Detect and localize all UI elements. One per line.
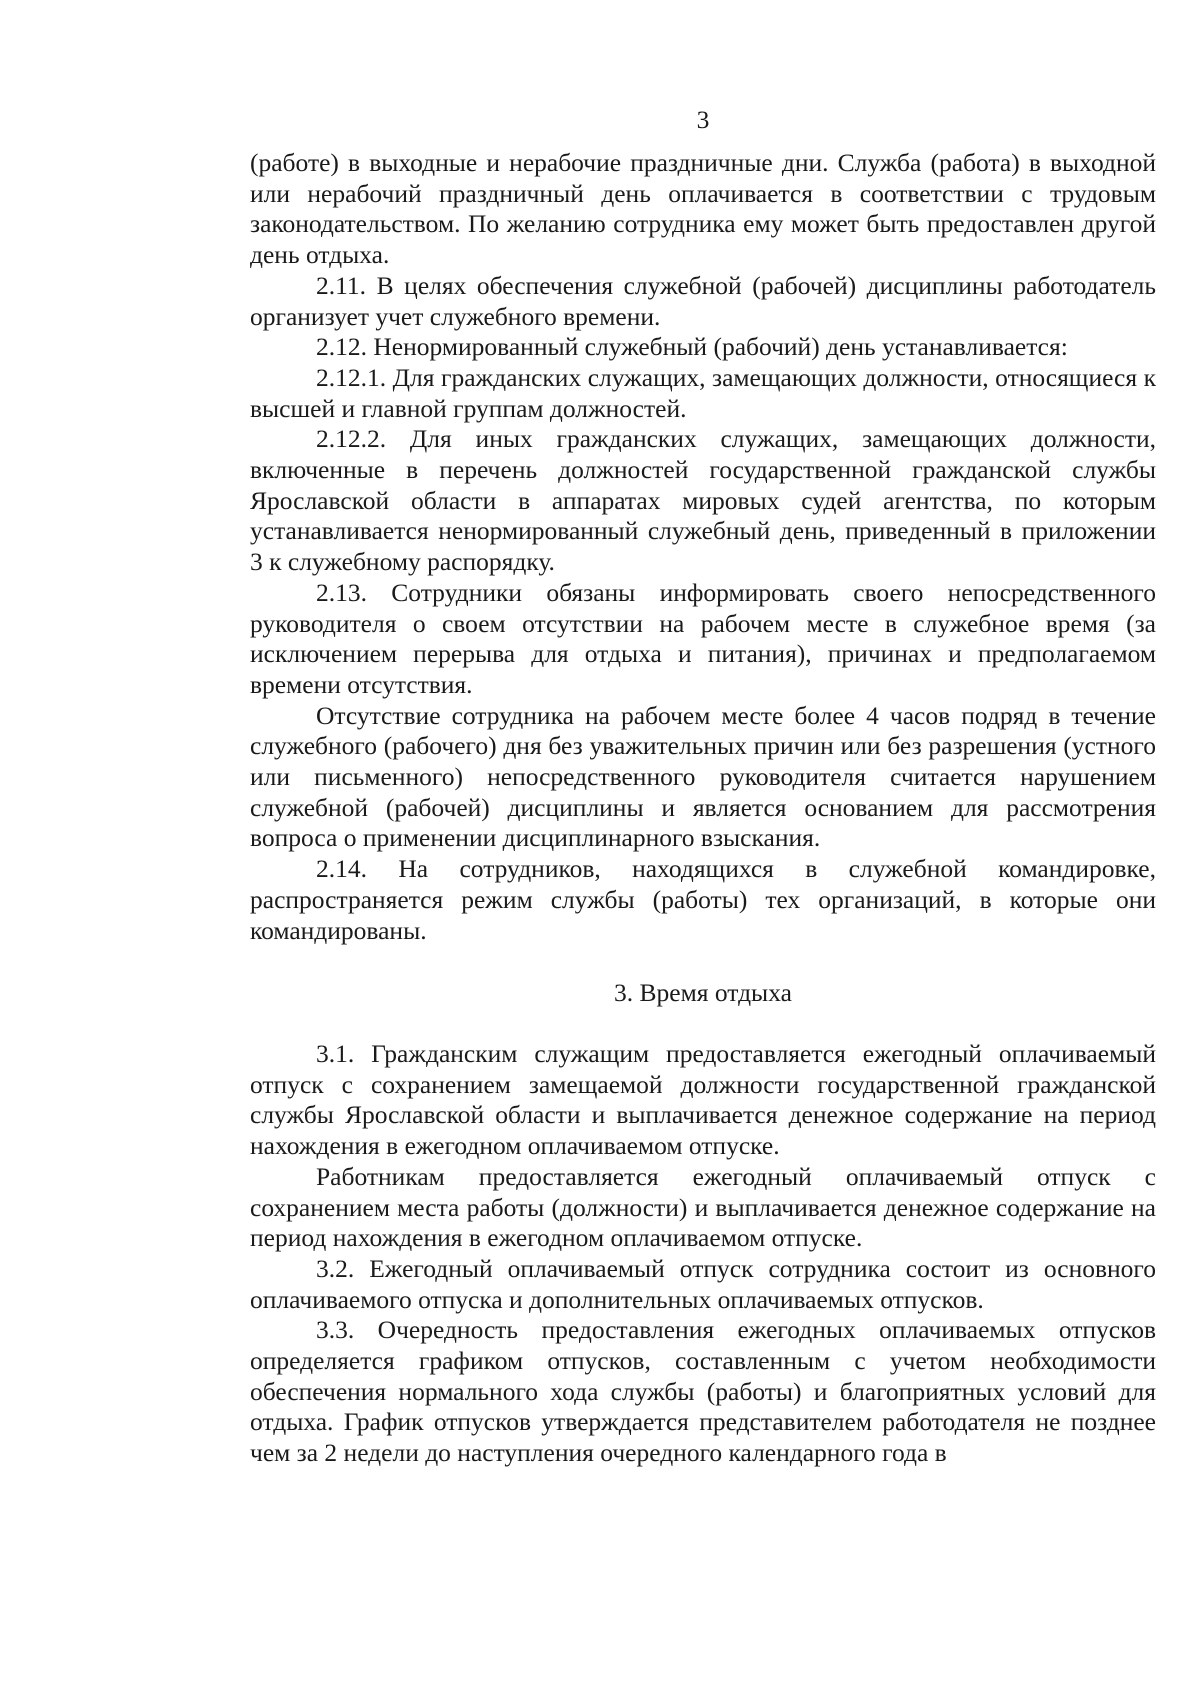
paragraph-2-12-1: 2.12.1. Для гражданских служащих, замещающих должности, относящиеся к высшей и главной группам должностей. bbox=[250, 362, 1156, 423]
document-page bbox=[250, 100, 1156, 1469]
paragraph-2-14: 2.14. На сотрудников, находящихся в служебной командировке, распространяется режим службы (работы) тех организаций, в которые они командированы. bbox=[250, 854, 1156, 945]
section-heading: 3. Время отдыха bbox=[614, 978, 792, 1008]
paragraph-3-1: 3.1. Гражданским служащим предоставляется ежегодный оплачиваемый отпуск с сохранением замещаемой должности государственной гражданской службы Ярославской области и выплачивается денежное содержание на период нахождения в ежегодном оплачиваемом отпуске. bbox=[250, 1038, 1156, 1161]
paragraph-workers-vacation: Работникам предоставляется ежегодный оплачиваемый отпуск с сохранением места работы (должности) и выплачивается денежное содержание на период нахождения в ежегодном оплачиваемом отпуске. bbox=[250, 1161, 1156, 1253]
paragraph-2-12: 2.12. Ненормированный служебный (рабочий) день устанавливается: bbox=[316, 332, 1068, 362]
paragraph-3-3: 3.3. Очередность предоставления ежегодных оплачиваемых отпусков определяется графиком отпусков, составленным с учетом необходимости обеспечения нормального хода службы (работы) и благоприятных условий для отдыха. График отпусков утверждается представителем работодателя не позднее чем за 2 недели до наступления очередного календарного года в bbox=[250, 1315, 1156, 1468]
page-number: 3 bbox=[696, 105, 710, 134]
paragraph-2-13: 2.13. Сотрудники обязаны информировать своего непосредственного руководителя о своем отсутствии на рабочем месте в служебное время (за исключением перерыва для отдыха и питания), причинах и предполагаемом времени отсутствия. bbox=[250, 577, 1156, 699]
paragraph-2-11: 2.11. В целях обеспечения служебной (рабочей) дисциплины работодатель организует учет служебного времени. bbox=[250, 270, 1156, 331]
paragraph-2-12-2: 2.12.2. Для иных гражданских служащих, замещающих должности, включенные в перечень должностей государственной гражданской службы Ярославской области в аппаратах мировых судей агентства, по которым устанавливается ненормированный служебный день, приведенный в приложении 3 к служебному распорядку. bbox=[250, 424, 1156, 577]
paragraph-absence: Отсутствие сотрудника на рабочем месте более 4 часов подряд в течение служебного (рабочего) дня без уважительных причин или без разрешения (устного или письменного) непосредственного руководителя считается нарушением служебной (рабочей) дисциплины и является основанием для рассмотрения вопроса о применении дисциплинарного взыскания. bbox=[250, 700, 1156, 853]
paragraph-3-2: 3.2. Ежегодный оплачиваемый отпуск сотрудника состоит из основного оплачиваемого отпуска и дополнительных оплачиваемых отпусков. bbox=[250, 1253, 1156, 1314]
paragraph-continuation: (работе) в выходные и нерабочие праздничные дни. Служба (работа) в выходной или нерабочий праздничный день оплачивается в соответствии с трудовым законодательством. По желанию сотрудника ему может быть предоставлен другой день отдыха. bbox=[250, 148, 1156, 270]
